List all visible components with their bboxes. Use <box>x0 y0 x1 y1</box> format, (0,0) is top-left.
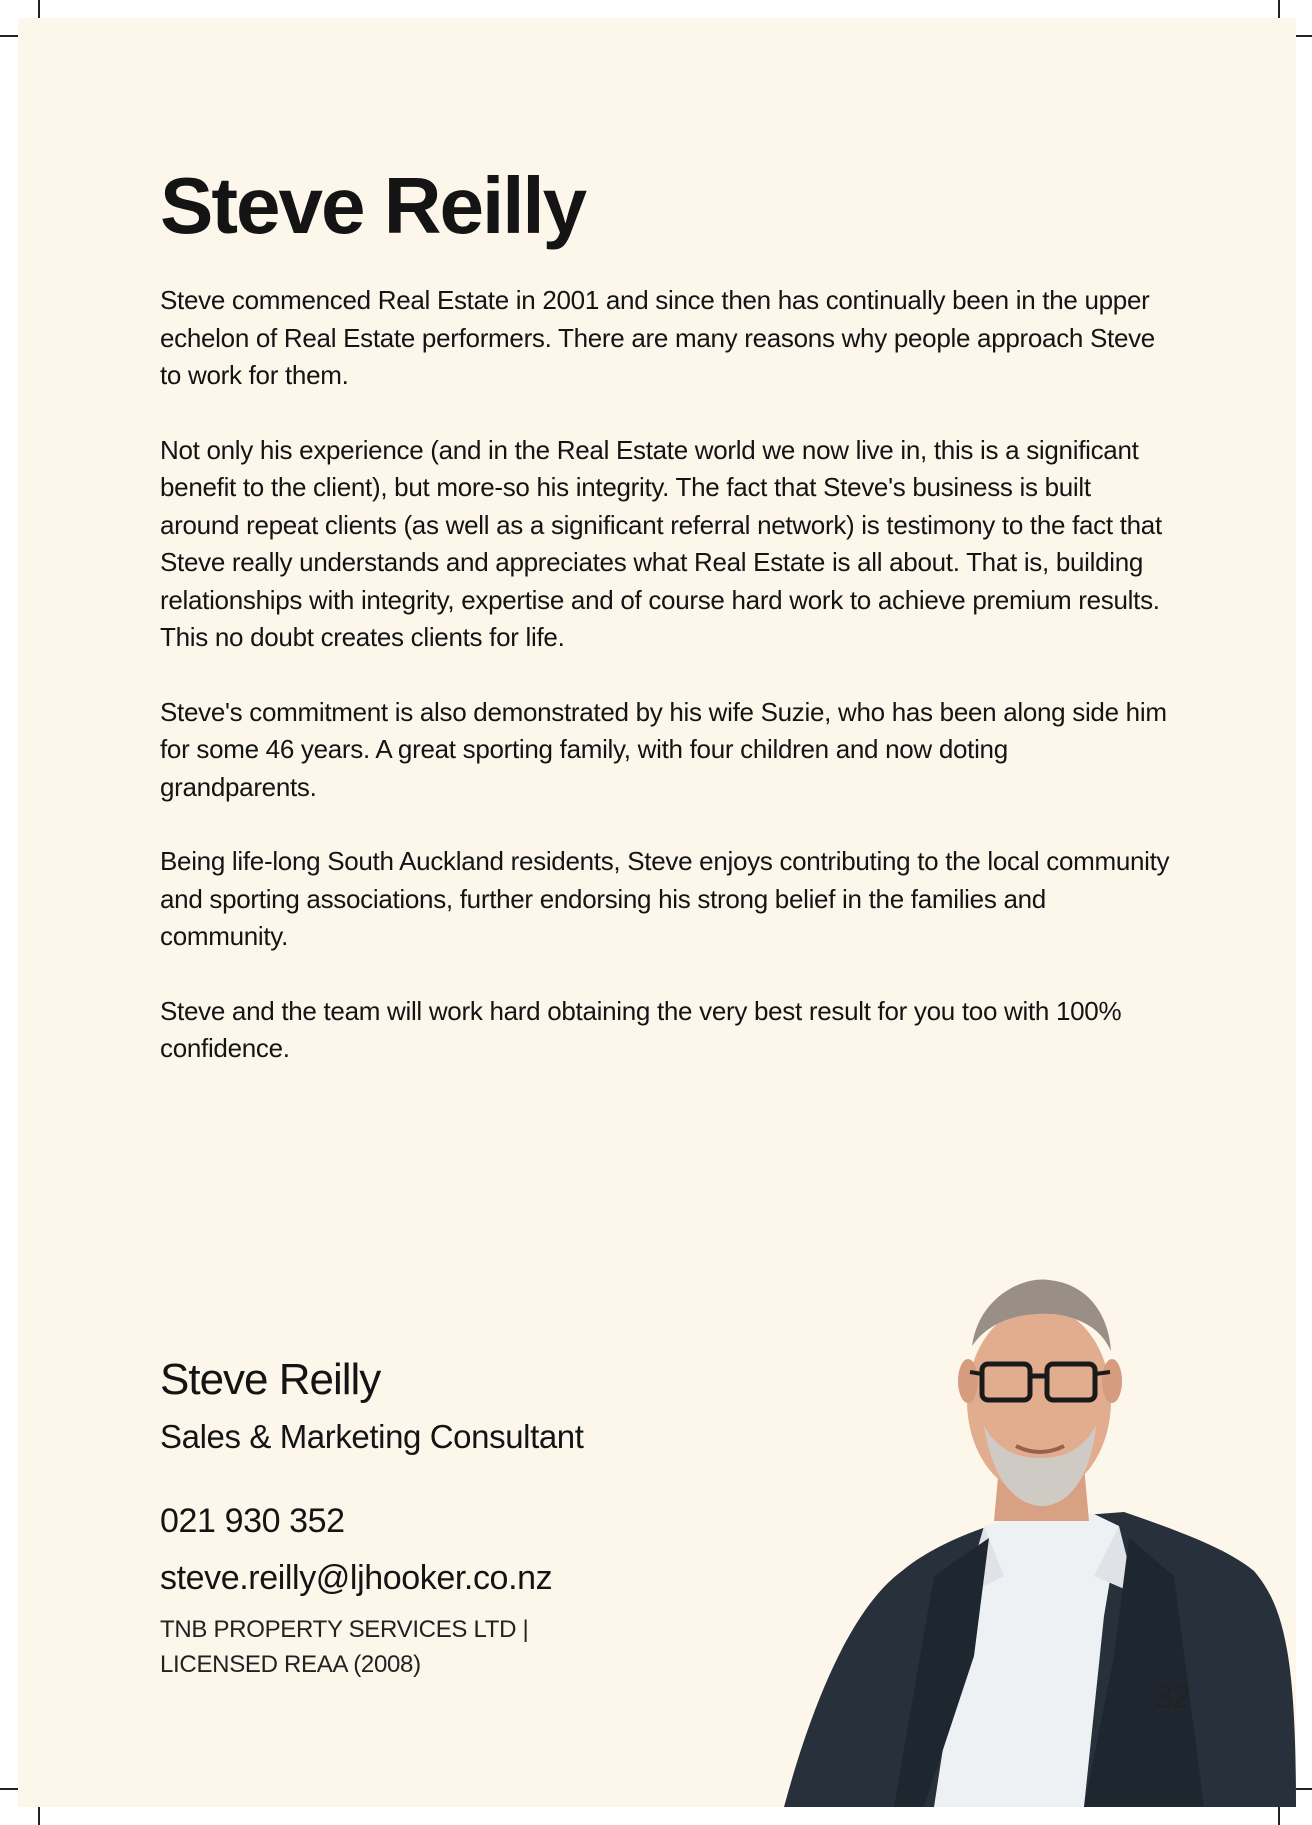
crop-mark <box>0 35 18 37</box>
crop-mark <box>1278 0 1280 18</box>
document-page <box>18 18 1296 1807</box>
contact-role: Sales & Marketing Consultant <box>160 1418 584 1456</box>
crop-mark <box>1278 1807 1280 1825</box>
license-info <box>160 1612 800 1682</box>
bio-paragraph: Not only his experience (and in the Real Estate world we now live in, this is a significant benefit to the client), but more-so his integrity. The fact that Steve's business is built around repeat clients (as well as a significant referral network) is testimony to the fact that Steve really understands and appreciates what Real Estate is all about. That is, building relationships with integrity, expertise and of course hard work to achieve premium results. This no doubt creates clients for life. <box>160 434 1162 652</box>
bio-paragraph: Being life-long South Auckland residents, Steve enjoys contributing to the local community and sporting associations, further endorsing his strong belief in the families and community. <box>160 846 1170 951</box>
bio-paragraph: Steve's commitment is also demonstrated by his wife Suzie, who has been along side him for some 46 years. A great sporting family, with four children and now doting grandparents. <box>160 696 1167 802</box>
portrait-body <box>784 1512 1296 1807</box>
license-line: TNB PROPERTY SERVICES LTD | <box>160 1616 529 1644</box>
bio-text <box>160 282 1170 1068</box>
crop-mark <box>38 0 40 18</box>
contact-name: Steve Reilly <box>160 1355 381 1404</box>
license-line: LICENSED REAA (2008) <box>160 1651 421 1679</box>
page-number: 32 <box>1154 1678 1190 1716</box>
crop-mark <box>1296 1788 1312 1790</box>
bio-section <box>160 161 1170 1105</box>
contact-card <box>160 1356 800 1682</box>
portrait-photo <box>784 1276 1296 1807</box>
email-address[interactable]: steve.reilly@ljhooker.co.nz <box>160 1559 553 1598</box>
crop-mark <box>0 1788 18 1790</box>
bio-paragraph: Steve and the team will work hard obtaining the very best result for you too with 100% confidence. <box>160 995 1122 1063</box>
phone-number[interactable]: 021 930 352 <box>160 1502 345 1541</box>
crop-mark <box>1296 35 1312 37</box>
page-title: Steve Reilly <box>160 161 586 250</box>
bio-paragraph: Steve commenced Real Estate in 2001 and since then has continually been in the upper echelon of Real Estate performers. There are many reasons why people approach Steve to work for them. <box>160 285 1155 390</box>
portrait-head <box>958 1280 1122 1521</box>
crop-mark <box>38 1807 40 1825</box>
